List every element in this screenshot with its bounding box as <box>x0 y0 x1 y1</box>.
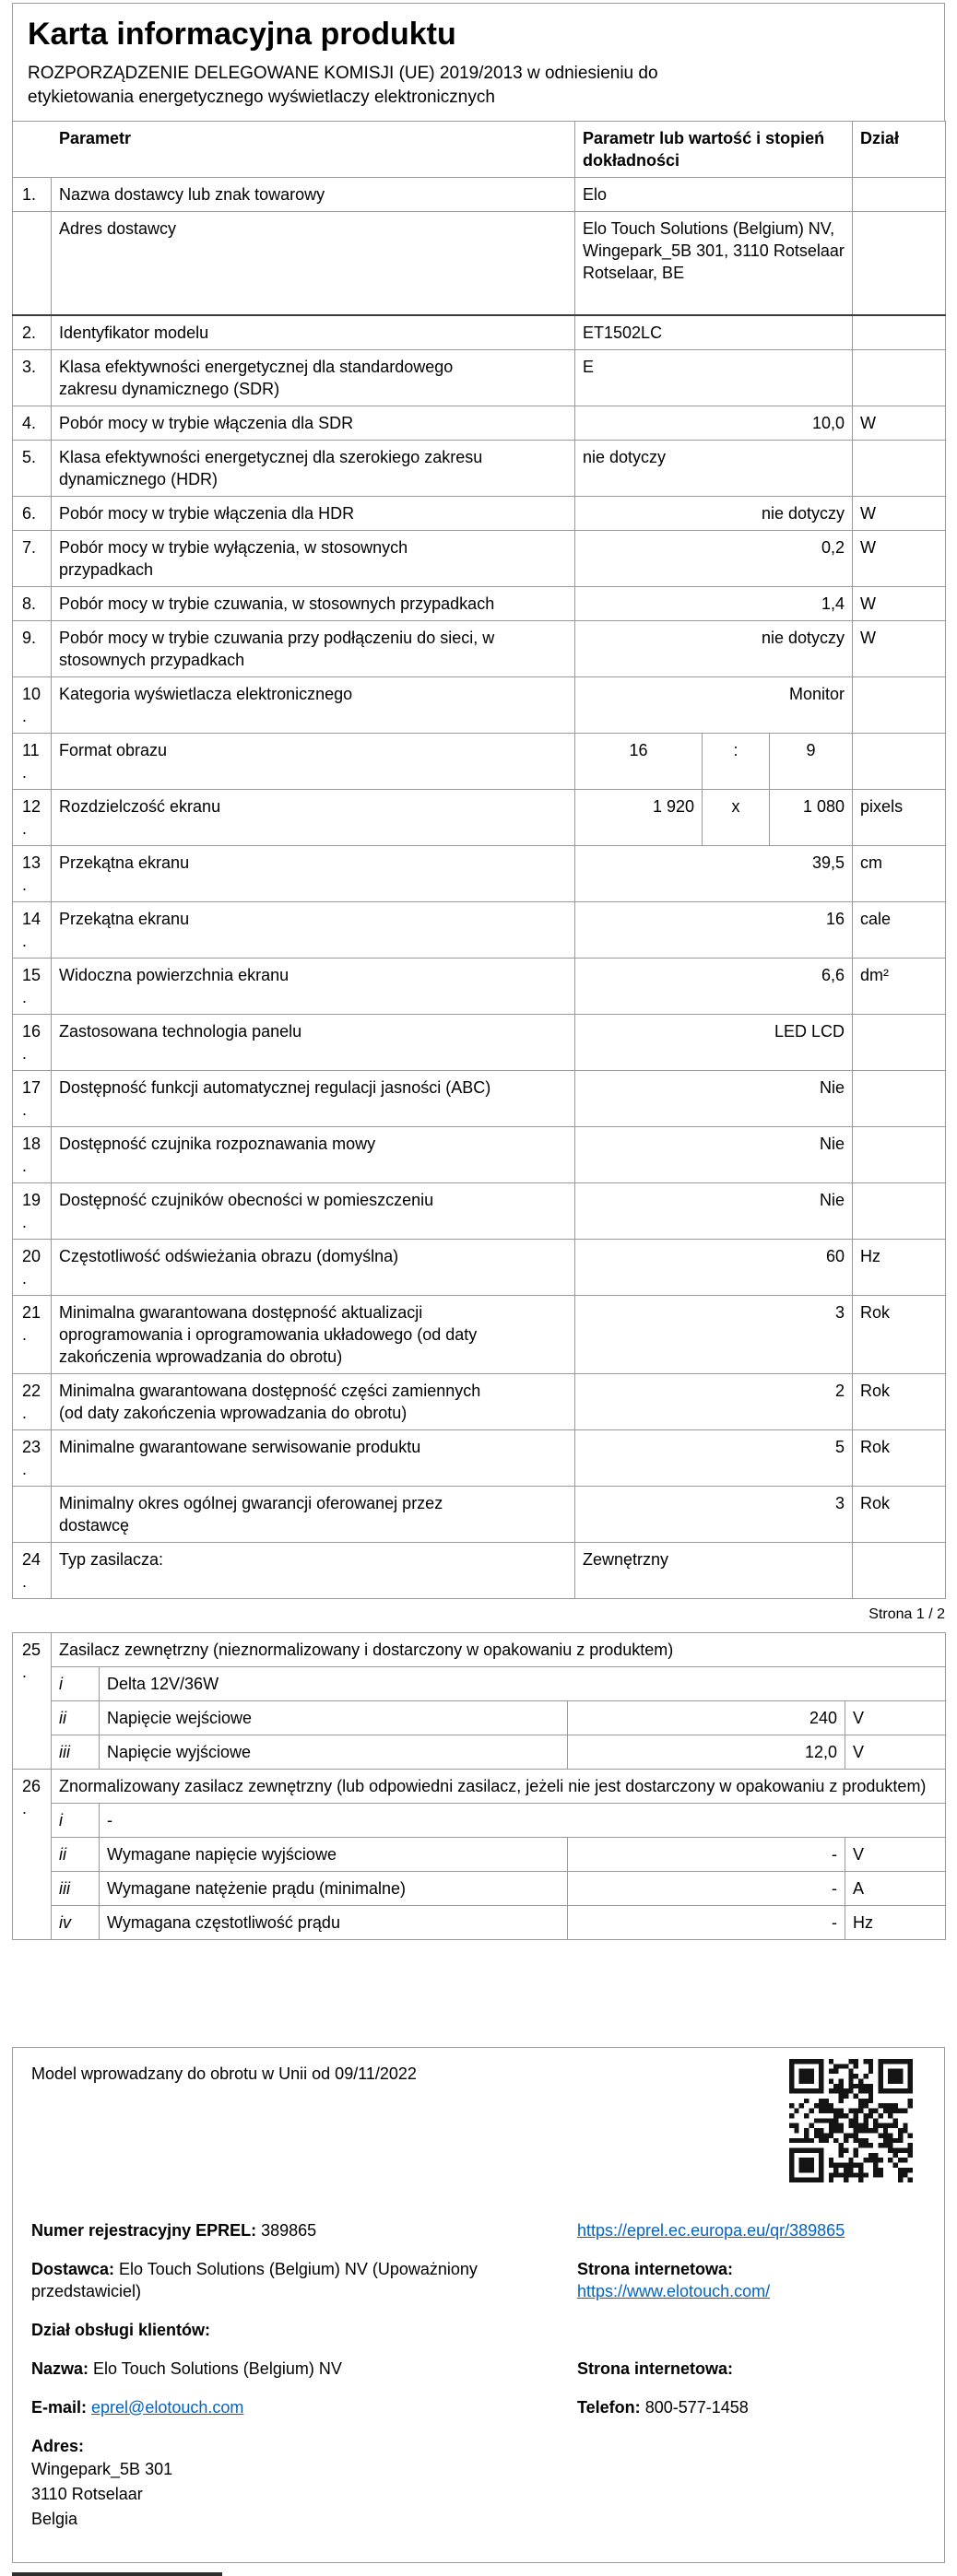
param-label: Klasa efektywności energetycznej dla szerokiego zakresu dynamicznego (HDR) <box>52 440 575 496</box>
roman-index: ii <box>52 1837 100 1871</box>
param-value-part: 16 <box>575 733 703 789</box>
email-label: E-mail: <box>31 2397 88 2417</box>
param-value-part: : <box>703 733 770 789</box>
table-row <box>13 789 946 845</box>
param-unit: Rok <box>853 1295 946 1373</box>
row-number: 17. <box>13 1070 52 1126</box>
param-label: Format obrazu <box>52 733 575 789</box>
row-number: 9. <box>13 620 52 676</box>
param-label: Rozdzielczość ekranu <box>52 789 575 845</box>
eprel-label: Numer rejestracyjny EPREL: <box>31 2220 257 2240</box>
row-number: 18. <box>13 1126 52 1182</box>
table-row <box>13 1542 946 1598</box>
table-row <box>13 530 946 586</box>
param-value: Nie <box>575 1182 853 1239</box>
param-value: nie dotyczy <box>575 620 853 676</box>
param-value: 60 <box>575 1239 853 1295</box>
param-value: 5 <box>575 1429 853 1486</box>
table-row <box>13 315 946 350</box>
param-label: Minimalny okres ogólnej gwarancji oferowanej przez dostawcę <box>52 1486 575 1542</box>
phone-value: 800-577-1458 <box>644 2397 749 2417</box>
param-label: Widoczna powierzchnia ekranu <box>52 958 575 1014</box>
address-line: Wingepark_5B 301 <box>31 2459 173 2478</box>
footer-row-customer-service <box>31 2319 926 2341</box>
param-label: Przekątna ekranu <box>52 845 575 901</box>
table-row <box>13 1014 946 1070</box>
supplier-website-link[interactable]: https://www.elotouch.com/ <box>577 2281 771 2300</box>
table-row <box>13 1735 946 1769</box>
row-number: 1. <box>13 178 52 212</box>
footer-row-supplier <box>31 2258 926 2302</box>
roman-index: iii <box>52 1735 100 1769</box>
address-block <box>31 2435 926 2532</box>
row-number: 2. <box>13 315 52 350</box>
model-market-date: Model wprowadzany do obrotu w Unii od 09/11/2022 <box>31 2064 417 2083</box>
table-row <box>13 1905 946 1939</box>
eprel-registration <box>31 2219 577 2241</box>
website2-cell <box>577 2358 926 2380</box>
param-value: ET1502LC <box>575 315 853 350</box>
service-name-cell <box>31 2358 577 2380</box>
row-number: 10. <box>13 676 52 733</box>
header-value-accuracy: Parametr lub wartość i stopień dokładności <box>575 122 853 178</box>
header-unit: Dział <box>853 122 946 178</box>
param-unit: cm <box>853 845 946 901</box>
table-row <box>13 1070 946 1126</box>
phone-label: Telefon: <box>577 2397 641 2417</box>
row-number: 4. <box>13 406 52 440</box>
param-unit: V <box>845 1735 946 1769</box>
param-value-part: 1 080 <box>770 789 853 845</box>
param-value: 3 <box>575 1295 853 1373</box>
section-title: Zasilacz zewnętrzny (nieznormalizowany i dostarczony w opakowaniu z produktem) <box>52 1632 946 1666</box>
table-row <box>13 1126 946 1182</box>
table-row <box>13 845 946 901</box>
param-label: - <box>100 1803 946 1837</box>
param-label: Wymagane natężenie prądu (minimalne) <box>100 1871 568 1905</box>
param-label: Napięcie wejściowe <box>100 1700 568 1735</box>
param-unit <box>853 1182 946 1239</box>
param-value: 16 <box>575 901 853 958</box>
row-number: 13. <box>13 845 52 901</box>
param-unit <box>853 676 946 733</box>
param-unit: Rok <box>853 1429 946 1486</box>
roman-index: iv <box>52 1905 100 1939</box>
param-unit: V <box>845 1700 946 1735</box>
footer-row-eprel <box>31 2219 926 2241</box>
row-number: 24. <box>13 1542 52 1598</box>
table-row <box>13 406 946 440</box>
param-unit: W <box>853 620 946 676</box>
row-number: 5. <box>13 440 52 496</box>
page-indicator: Strona 1 / 2 <box>868 1606 945 1622</box>
row-number: 15. <box>13 958 52 1014</box>
row-number <box>13 1486 52 1542</box>
param-unit <box>853 1126 946 1182</box>
param-value: Nie <box>575 1070 853 1126</box>
row-number: 14. <box>13 901 52 958</box>
param-value: - <box>568 1837 845 1871</box>
param-value: 6,6 <box>575 958 853 1014</box>
roman-index: ii <box>52 1700 100 1735</box>
table-row <box>13 901 946 958</box>
param-unit <box>853 440 946 496</box>
param-label: Pobór mocy w trybie włączenia dla HDR <box>52 496 575 530</box>
table-row <box>13 1632 946 1666</box>
next-page-table-edge <box>12 2572 222 2576</box>
table-row <box>13 958 946 1014</box>
param-label: Pobór mocy w trybie wyłączenia, w stosownych przypadkach <box>52 530 575 586</box>
param-unit: Rok <box>853 1486 946 1542</box>
customer-service-label: Dział obsługi klientów: <box>31 2320 211 2339</box>
qr-code-icon <box>789 2059 913 2182</box>
param-unit <box>853 1014 946 1070</box>
row-number <box>13 212 52 315</box>
row-number: 6. <box>13 496 52 530</box>
row-number: 8. <box>13 586 52 620</box>
eprel-link-cell <box>577 2219 926 2241</box>
param-unit <box>853 315 946 350</box>
roman-index: i <box>52 1666 100 1700</box>
roman-index: i <box>52 1803 100 1837</box>
footer-box <box>12 2047 945 2563</box>
param-label: Adres dostawcy <box>52 212 575 315</box>
row-number: 22. <box>13 1373 52 1429</box>
email-cell <box>31 2396 577 2418</box>
table-row <box>13 1666 946 1700</box>
table-row <box>13 1700 946 1735</box>
param-label: Identyfikator modelu <box>52 315 575 350</box>
table-row <box>13 178 946 212</box>
param-unit: dm² <box>853 958 946 1014</box>
param-label: Częstotliwość odświeżania obrazu (domyślna) <box>52 1239 575 1295</box>
table-row <box>13 733 946 789</box>
table-row <box>13 212 946 315</box>
supplier-value: Elo Touch Solutions (Belgium) NV (Upoważniony przedstawiciel) <box>31 2259 478 2300</box>
name-value: Elo Touch Solutions (Belgium) NV <box>93 2358 342 2378</box>
param-unit <box>853 349 946 406</box>
param-label: Napięcie wyjściowe <box>100 1735 568 1769</box>
row-number: 3. <box>13 349 52 406</box>
customer-service-heading <box>31 2319 577 2341</box>
param-unit: W <box>853 496 946 530</box>
param-unit <box>853 733 946 789</box>
param-label: Pobór mocy w trybie włączenia dla SDR <box>52 406 575 440</box>
website-cell <box>577 2258 926 2302</box>
table-row <box>13 1373 946 1429</box>
row-number: 23. <box>13 1429 52 1486</box>
param-unit <box>853 1070 946 1126</box>
header-parametr: Parametr <box>13 122 575 178</box>
param-label: Nazwa dostawcy lub znak towarowy <box>52 178 575 212</box>
table-row <box>13 1182 946 1239</box>
row-number: 7. <box>13 530 52 586</box>
table-row <box>13 1239 946 1295</box>
param-value: nie dotyczy <box>575 496 853 530</box>
supplier-cell <box>31 2258 577 2302</box>
eprel-number: 389865 <box>261 2220 317 2240</box>
eprel-link[interactable]: https://eprel.ec.europa.eu/qr/389865 <box>577 2220 845 2240</box>
param-value: 12,0 <box>568 1735 845 1769</box>
param-value: - <box>568 1871 845 1905</box>
section-number: 25. <box>13 1632 52 1769</box>
param-value: 3 <box>575 1486 853 1542</box>
name-label: Nazwa: <box>31 2358 89 2378</box>
table-row <box>13 620 946 676</box>
table-row <box>13 1837 946 1871</box>
param-label: Minimalna gwarantowana dostępność części zamiennych (od daty zakończenia wprowadzania do obrotu) <box>52 1373 575 1429</box>
param-value: Elo Touch Solutions (Belgium) NV, Wingepark_5B 301, 3110 Rotselaar Rotselaar, BE <box>575 212 853 315</box>
section-title: Znormalizowany zasilacz zewnętrzny (lub odpowiedni zasilacz, jeżeli nie jest dostarczony w opakowaniu z produktem) <box>52 1769 946 1803</box>
param-label: Dostępność czujnika rozpoznawania mowy <box>52 1126 575 1182</box>
address-label: Adres: <box>31 2436 85 2455</box>
website-label: Strona internetowa: <box>577 2259 734 2278</box>
document-header <box>12 3 945 121</box>
table-row <box>13 1486 946 1542</box>
row-number: 11. <box>13 733 52 789</box>
table-row <box>13 1803 946 1837</box>
param-value: Elo <box>575 178 853 212</box>
address-line: 3110 Rotselaar <box>31 2484 143 2503</box>
table-row <box>13 586 946 620</box>
page-title: Karta informacyjna produktu <box>28 17 456 52</box>
address-line: Belgia <box>31 2509 78 2528</box>
param-unit: cale <box>853 901 946 958</box>
param-label: Dostępność czujników obecności w pomieszczeniu <box>52 1182 575 1239</box>
param-unit <box>853 1542 946 1598</box>
table-row <box>13 1295 946 1373</box>
param-value: Zewnętrzny <box>575 1542 853 1598</box>
param-label: Kategoria wyświetlacza elektronicznego <box>52 676 575 733</box>
email-link[interactable]: eprel@elotouch.com <box>91 2397 244 2417</box>
param-label: Pobór mocy w trybie czuwania przy podłączeniu do sieci, w stosownych przypadkach <box>52 620 575 676</box>
row-number: 20. <box>13 1239 52 1295</box>
footer-row-name <box>31 2358 926 2380</box>
param-unit: Rok <box>853 1373 946 1429</box>
phone-cell <box>577 2396 926 2418</box>
regulation-subtitle: ROZPORZĄDZENIE DELEGOWANE KOMISJI (UE) 2019/2013 w odniesieniu do etykietowania energetycznego wyświetlaczy elektronicznych <box>28 64 658 107</box>
param-value: Monitor <box>575 676 853 733</box>
param-unit: W <box>853 406 946 440</box>
supplier-label: Dostawca: <box>31 2259 115 2278</box>
param-value: 10,0 <box>575 406 853 440</box>
param-value: 240 <box>568 1700 845 1735</box>
parameter-table <box>12 121 946 1599</box>
table-row <box>13 349 946 406</box>
param-unit: pixels <box>853 789 946 845</box>
table-row <box>13 1769 946 1803</box>
param-label: Delta 12V/36W <box>100 1666 946 1700</box>
param-label: Typ zasilacza: <box>52 1542 575 1598</box>
param-value: LED LCD <box>575 1014 853 1070</box>
param-value: E <box>575 349 853 406</box>
power-supply-table <box>12 1632 946 1940</box>
section-number: 26. <box>13 1769 52 1939</box>
param-value-part: 1 920 <box>575 789 703 845</box>
param-value-part: x <box>703 789 770 845</box>
param-label: Zastosowana technologia panelu <box>52 1014 575 1070</box>
row-number: 16. <box>13 1014 52 1070</box>
table-row <box>13 440 946 496</box>
param-label: Pobór mocy w trybie czuwania, w stosownych przypadkach <box>52 586 575 620</box>
table-row <box>13 676 946 733</box>
param-label: Dostępność funkcji automatycznej regulacji jasności (ABC) <box>52 1070 575 1126</box>
param-unit: A <box>845 1871 946 1905</box>
table-header-row <box>13 122 946 178</box>
param-label: Minimalne gwarantowane serwisowanie produktu <box>52 1429 575 1486</box>
param-unit <box>853 212 946 315</box>
param-unit: Hz <box>845 1905 946 1939</box>
param-value: 2 <box>575 1373 853 1429</box>
param-value: 1,4 <box>575 586 853 620</box>
param-value: - <box>568 1905 845 1939</box>
row-number: 19. <box>13 1182 52 1239</box>
param-unit: W <box>853 586 946 620</box>
footer-row-email <box>31 2396 926 2418</box>
param-value: Nie <box>575 1126 853 1182</box>
param-unit <box>853 178 946 212</box>
param-label: Klasa efektywności energetycznej dla standardowego zakresu dynamicznego (SDR) <box>52 349 575 406</box>
website2-label: Strona internetowa: <box>577 2358 734 2378</box>
param-label: Wymagane napięcie wyjściowe <box>100 1837 568 1871</box>
param-value: 39,5 <box>575 845 853 901</box>
row-number: 21. <box>13 1295 52 1373</box>
table-row <box>13 1871 946 1905</box>
param-value: 0,2 <box>575 530 853 586</box>
param-value: nie dotyczy <box>575 440 853 496</box>
param-unit: Hz <box>853 1239 946 1295</box>
roman-index: iii <box>52 1871 100 1905</box>
param-label: Minimalna gwarantowana dostępność aktualizacji oprogramowania i oprogramowania układowego (od daty zakończenia wprowadzania do obrotu) <box>52 1295 575 1373</box>
table-row <box>13 496 946 530</box>
param-unit: V <box>845 1837 946 1871</box>
param-label: Wymagana częstotliwość prądu <box>100 1905 568 1939</box>
table-row <box>13 1429 946 1486</box>
row-number: 12. <box>13 789 52 845</box>
param-label: Przekątna ekranu <box>52 901 575 958</box>
param-unit: W <box>853 530 946 586</box>
param-value-part: 9 <box>770 733 853 789</box>
